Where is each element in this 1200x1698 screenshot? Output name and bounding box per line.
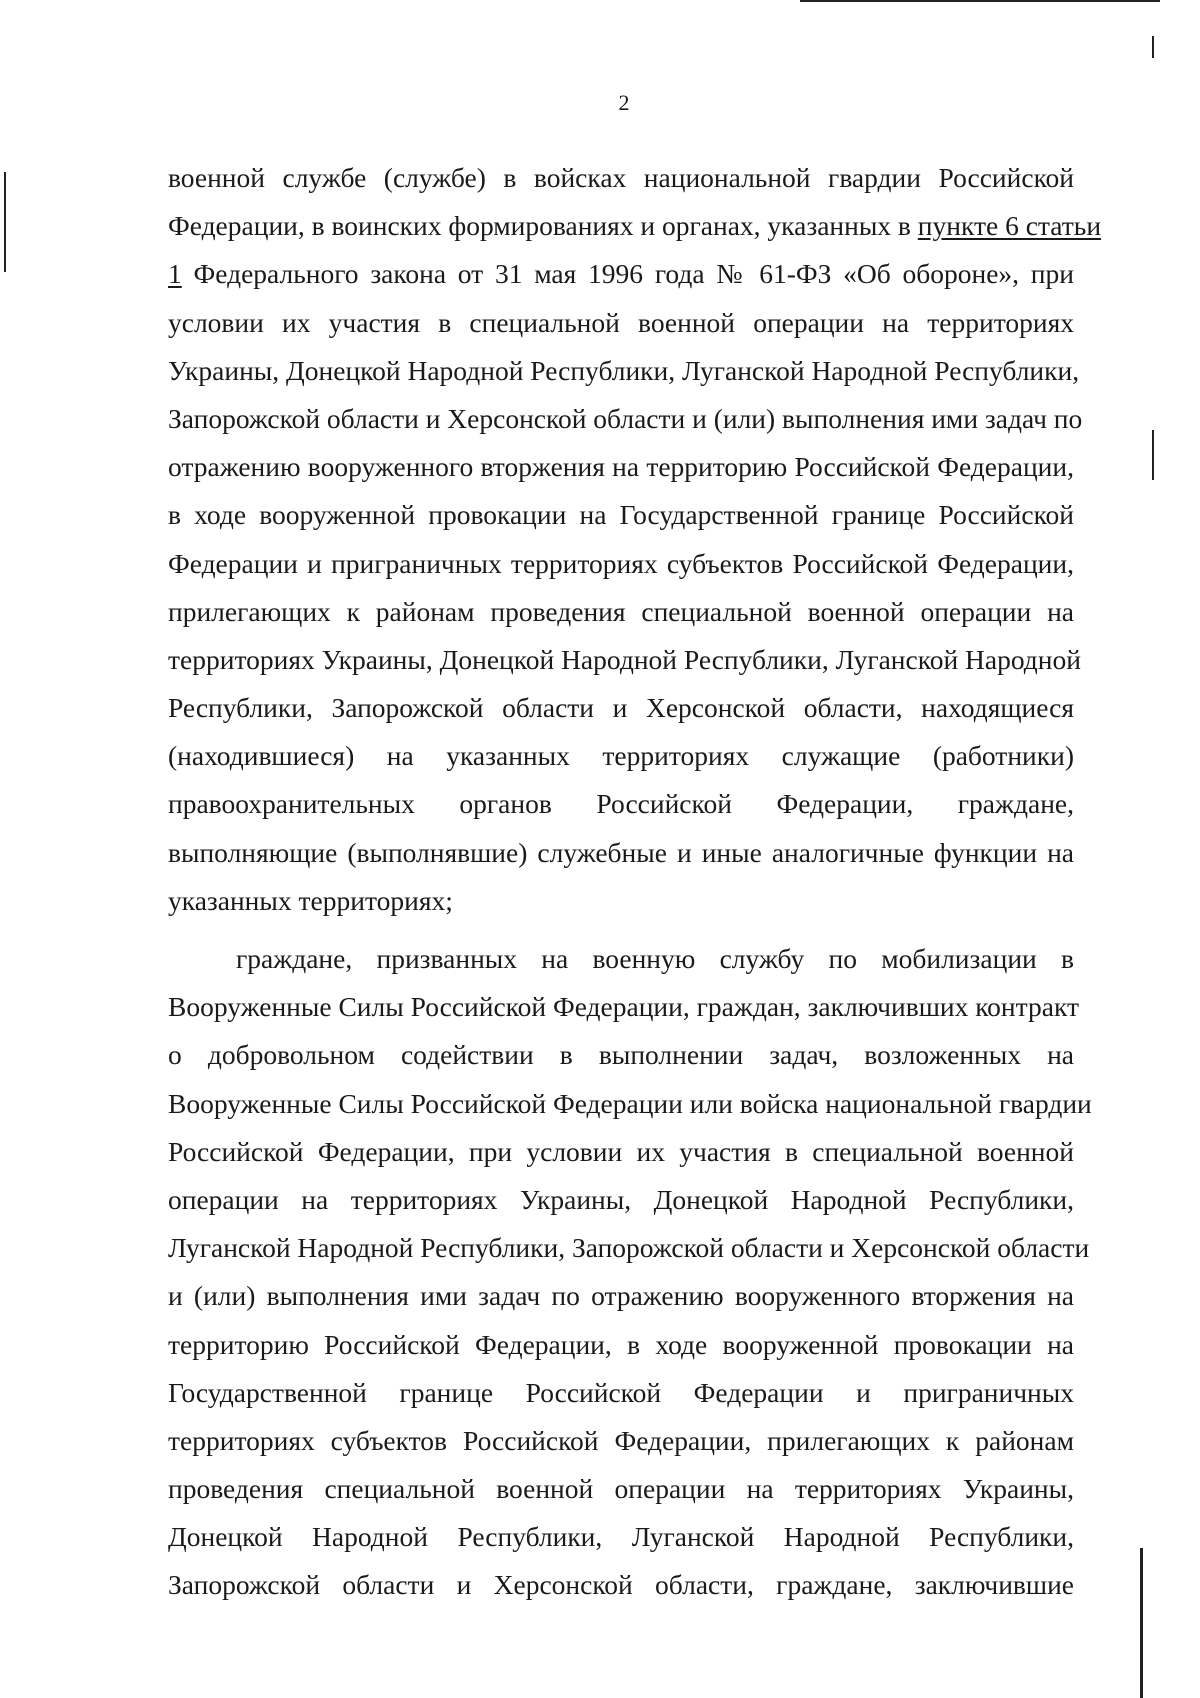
text-line: (находившиеся) на указанных территориях служащие (работники) <box>168 740 1074 772</box>
page-number: 2 <box>618 90 630 115</box>
text-line: выполняющие (выполнявшие) служебные и иные аналогичные функции на <box>168 836 1074 868</box>
text-line: Российской Федерации, при условии их участия в специальной военной <box>168 1135 1074 1167</box>
document-body <box>168 154 1102 1610</box>
text-line: Республики, Запорожской области и Херсонской области, находящиеся <box>168 692 1074 724</box>
law-reference-link[interactable]: пункте 6 статьи <box>917 210 1102 242</box>
text-line: проведения специальной военной операции на территориях Украины, <box>168 1473 1074 1505</box>
text-line: и (или) выполнения ими задач по отражению вооруженного вторжения на <box>168 1280 1074 1312</box>
text-fragment: Федерации, в воинских формированиях и органах, указанных в <box>168 210 918 242</box>
text-line: территориях Украины, Донецкой Народной Республики, Луганской Народной <box>168 643 1081 675</box>
text-line: граждане, призванных на военную службу по мобилизации в <box>236 943 1074 974</box>
scan-edge-line-top <box>800 0 1160 2</box>
scan-edge-line-right-3 <box>1140 1548 1143 1698</box>
text-fragment: Федерального закона от 31 мая 1996 года № 61-ФЗ «Об обороне», при <box>193 258 1074 290</box>
text-line: условии их участия в специальной военной операции на территориях <box>168 306 1074 338</box>
text-line: Донецкой Народной Республики, Луганской Народной Республики, <box>168 1521 1074 1553</box>
text-line: Украины, Донецкой Народной Республики, Луганской Народной Республики, <box>168 354 1080 386</box>
text-line: территорию Российской Федерации, в ходе вооруженной провокации на <box>168 1328 1074 1360</box>
text-line: территориях субъектов Российской Федерации, прилегающих к районам <box>168 1424 1074 1456</box>
text-line: Вооруженные Силы Российской Федерации или войска национальной гвардии <box>168 1087 1092 1119</box>
law-reference-link-cont[interactable]: 1 <box>168 258 182 290</box>
text-line <box>168 250 1074 298</box>
scan-edge-line-right-2 <box>1152 430 1154 480</box>
scan-edge-line-left <box>4 172 6 272</box>
text-line: Вооруженные Силы Российской Федерации, граждан, заключивших контракт <box>168 991 1079 1023</box>
text-line: операции на территориях Украины, Донецкой Народной Республики, <box>168 1183 1074 1215</box>
text-line: Луганской Народной Республики, Запорожской области и Херсонской области <box>168 1232 1090 1264</box>
text-line: в ходе вооруженной провокации на Государственной границе Российской <box>168 499 1074 531</box>
text-line <box>168 202 1102 250</box>
text-line: Государственной границе Российской Федерации и приграничных <box>168 1376 1074 1408</box>
text-line: военной службе (службе) в войсках национальной гвардии Российской <box>168 162 1074 193</box>
text-line: отражению вооруженного вторжения на территорию Российской Федерации, <box>168 451 1074 483</box>
scan-edge-line-right-1 <box>1152 36 1154 58</box>
text-line: Запорожской области и Херсонской области и (или) выполнения ими задач по <box>168 402 1083 434</box>
text-line: правоохранительных органов Российской Федерации, граждане, <box>168 788 1074 820</box>
text-line: указанных территориях; <box>168 884 453 916</box>
text-line: о добровольном содействии в выполнении задач, возложенных на <box>168 1039 1074 1071</box>
text-line: Запорожской области и Херсонской области, граждане, заключившие <box>168 1569 1074 1601</box>
text-line: прилегающих к районам проведения специальной военной операции на <box>168 595 1074 627</box>
text-line: Федерации и приграничных территориях субъектов Российской Федерации, <box>168 547 1074 579</box>
